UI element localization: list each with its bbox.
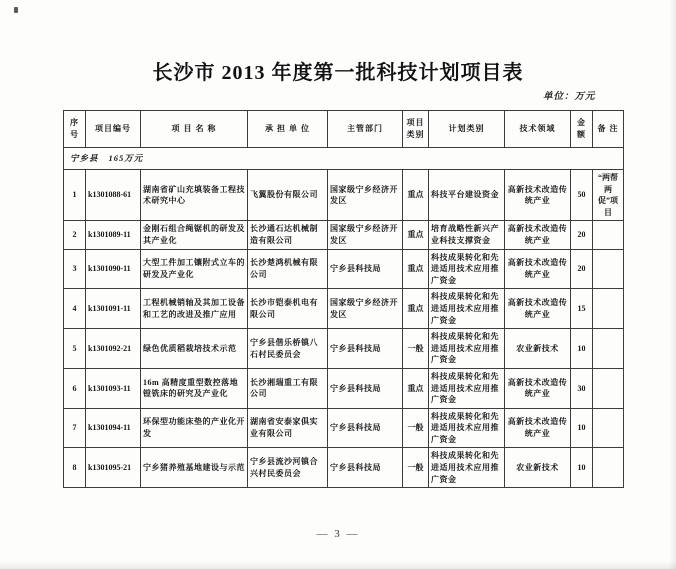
column-header-3: 承 担 单 位 bbox=[248, 111, 328, 148]
cell-code: k1301090-11 bbox=[86, 249, 141, 289]
region-name: 宁乡县 bbox=[70, 153, 99, 164]
cell-plan: 培育战略性新兴产业科技支撑资金 bbox=[429, 221, 505, 249]
region-group-row bbox=[64, 148, 624, 170]
cell-category: 重点 bbox=[403, 289, 429, 329]
table-row bbox=[64, 170, 624, 221]
table-row bbox=[64, 249, 624, 289]
table-row bbox=[64, 368, 624, 408]
column-header-5: 项目类别 bbox=[403, 111, 429, 148]
cell-field: 高新技术改造传统产业 bbox=[505, 249, 571, 289]
cell-unit: 长沙通石达机械制造有限公司 bbox=[248, 221, 328, 249]
cell-category: 重点 bbox=[403, 221, 429, 249]
cell-plan: 科技成果转化和先进适用技术应用推广资金 bbox=[429, 289, 505, 329]
cell-dept: 宁乡县科技局 bbox=[328, 368, 403, 408]
region-amount: 165万元 bbox=[108, 153, 144, 164]
cell-code: k1301091-11 bbox=[86, 289, 141, 329]
cell-field: 农业新技术 bbox=[505, 329, 571, 369]
cell-unit: 宁乡县流沙河镇合兴村民委员会 bbox=[248, 448, 328, 488]
cell-unit: 长沙市铠泰机电有限公司 bbox=[248, 289, 328, 329]
scan-edge-bottom bbox=[0, 561, 676, 569]
cell-amount: 50 bbox=[571, 170, 593, 221]
unit-label: 单位：万元 bbox=[543, 92, 596, 102]
cell-amount: 20 bbox=[571, 221, 593, 249]
cell-field: 高新技术改造传统产业 bbox=[505, 170, 571, 221]
cell-plan: 科技平台建设资金 bbox=[429, 170, 505, 221]
cell-no: 8 bbox=[64, 448, 86, 488]
cell-code: k1301095-21 bbox=[86, 448, 141, 488]
cell-field: 高新技术改造传统产业 bbox=[505, 289, 571, 329]
scan-artifact-speck bbox=[14, 7, 18, 13]
cell-field: 高新技术改造传统产业 bbox=[505, 221, 571, 249]
cell-category: 重点 bbox=[403, 368, 429, 408]
cell-unit: 湖南省安泰家俱实业有限公司 bbox=[248, 408, 328, 448]
cell-code: k1301094-11 bbox=[86, 408, 141, 448]
cell-no: 7 bbox=[64, 408, 86, 448]
cell-name: 金刚石组合绳锯机的研发及其产业化 bbox=[141, 221, 248, 249]
cell-no: 5 bbox=[64, 329, 86, 369]
cell-name: 工程机械销轴及其加工设备和工艺的改进及推广应用 bbox=[141, 289, 248, 329]
cell-name: 大型工件加工镶附式立车的研发及产业化 bbox=[141, 249, 248, 289]
cell-plan: 科技成果转化和先进适用技术应用推广资金 bbox=[429, 408, 505, 448]
column-header-7: 技术领域 bbox=[505, 111, 571, 148]
cell-dept: 宁乡县科技局 bbox=[328, 448, 403, 488]
cell-amount: 20 bbox=[571, 249, 593, 289]
cell-no: 2 bbox=[64, 221, 86, 249]
cell-name: 宁乡猪养殖基地建设与示范 bbox=[141, 448, 248, 488]
table-header-row bbox=[64, 111, 624, 148]
table-row bbox=[64, 448, 624, 488]
cell-field: 高新技术改造传统产业 bbox=[505, 368, 571, 408]
cell-amount: 10 bbox=[571, 448, 593, 488]
project-table bbox=[63, 110, 624, 488]
cell-dept: 国家级宁乡经济开发区 bbox=[328, 289, 403, 329]
cell-amount: 10 bbox=[571, 408, 593, 448]
cell-plan: 科技成果转化和先进适用技术应用推广资金 bbox=[429, 448, 505, 488]
column-header-1: 项目编号 bbox=[86, 111, 141, 148]
cell-dept: 宁乡县科技局 bbox=[328, 249, 403, 289]
cell-category: 重点 bbox=[403, 170, 429, 221]
cell-dept: 宁乡县科技局 bbox=[328, 408, 403, 448]
cell-code: k1301089-11 bbox=[86, 221, 141, 249]
column-header-2: 项 目 名 称 bbox=[141, 111, 248, 148]
cell-unit: 长沙湘瑞重工有限公司 bbox=[248, 368, 328, 408]
cell-remark bbox=[593, 289, 624, 329]
table-row bbox=[64, 408, 624, 448]
cell-dept: 国家级宁乡经济开发区 bbox=[328, 170, 403, 221]
cell-remark bbox=[593, 368, 624, 408]
cell-name: 绿色优质稻栽培技术示范 bbox=[141, 329, 248, 369]
cell-no: 1 bbox=[64, 170, 86, 221]
cell-plan: 科技成果转化和先进适用技术应用推广资金 bbox=[429, 368, 505, 408]
scan-edge-right bbox=[669, 0, 676, 569]
cell-category: 重点 bbox=[403, 249, 429, 289]
cell-remark bbox=[593, 329, 624, 369]
cell-no: 4 bbox=[64, 289, 86, 329]
cell-no: 3 bbox=[64, 249, 86, 289]
page-title: 长沙市 2013 年度第一批科技计划项目表 bbox=[152, 62, 524, 84]
cell-amount: 10 bbox=[571, 329, 593, 369]
cell-unit: 宁乡县偕乐桥镇八石村民委员会 bbox=[248, 329, 328, 369]
cell-remark bbox=[593, 448, 624, 488]
cell-category: 一般 bbox=[403, 448, 429, 488]
cell-category: 一般 bbox=[403, 329, 429, 369]
cell-remark: “两帮两促”项目 bbox=[593, 170, 624, 221]
cell-remark bbox=[593, 249, 624, 289]
table-row bbox=[64, 221, 624, 249]
cell-unit: 飞翼股份有限公司 bbox=[248, 170, 328, 221]
table-row bbox=[64, 289, 624, 329]
cell-name: 湖南省矿山充填装备工程技术研究中心 bbox=[141, 170, 248, 221]
column-header-0: 序号 bbox=[64, 111, 86, 148]
column-header-4: 主管部门 bbox=[328, 111, 403, 148]
cell-dept: 宁乡县科技局 bbox=[328, 329, 403, 369]
column-header-6: 计划类别 bbox=[429, 111, 505, 148]
column-header-9: 备 注 bbox=[593, 111, 624, 148]
cell-category: 一般 bbox=[403, 408, 429, 448]
cell-amount: 15 bbox=[571, 289, 593, 329]
cell-remark bbox=[593, 408, 624, 448]
page-number: — 3 — bbox=[316, 528, 360, 540]
cell-name: 环保型功能床垫的产业化开发 bbox=[141, 408, 248, 448]
cell-name: 16m 高精度重型数控落地镗铣床的研究及产业化 bbox=[141, 368, 248, 408]
cell-field: 高新技术改造传统产业 bbox=[505, 408, 571, 448]
cell-dept: 国家级宁乡经济开发区 bbox=[328, 221, 403, 249]
cell-plan: 科技成果转化和先进适用技术应用推广资金 bbox=[429, 249, 505, 289]
cell-plan: 科技成果转化和先进适用技术应用推广资金 bbox=[429, 329, 505, 369]
cell-code: k1301093-11 bbox=[86, 368, 141, 408]
table-row bbox=[64, 329, 624, 369]
cell-no: 6 bbox=[64, 368, 86, 408]
region-group-cell bbox=[64, 148, 624, 170]
cell-code: k1301092-21 bbox=[86, 329, 141, 369]
cell-remark bbox=[593, 221, 624, 249]
cell-code: k1301088-61 bbox=[86, 170, 141, 221]
cell-unit: 长沙楚鸿机械有限公司 bbox=[248, 249, 328, 289]
cell-amount: 30 bbox=[571, 368, 593, 408]
column-header-8: 金额 bbox=[571, 111, 593, 148]
cell-field: 农业新技术 bbox=[505, 448, 571, 488]
